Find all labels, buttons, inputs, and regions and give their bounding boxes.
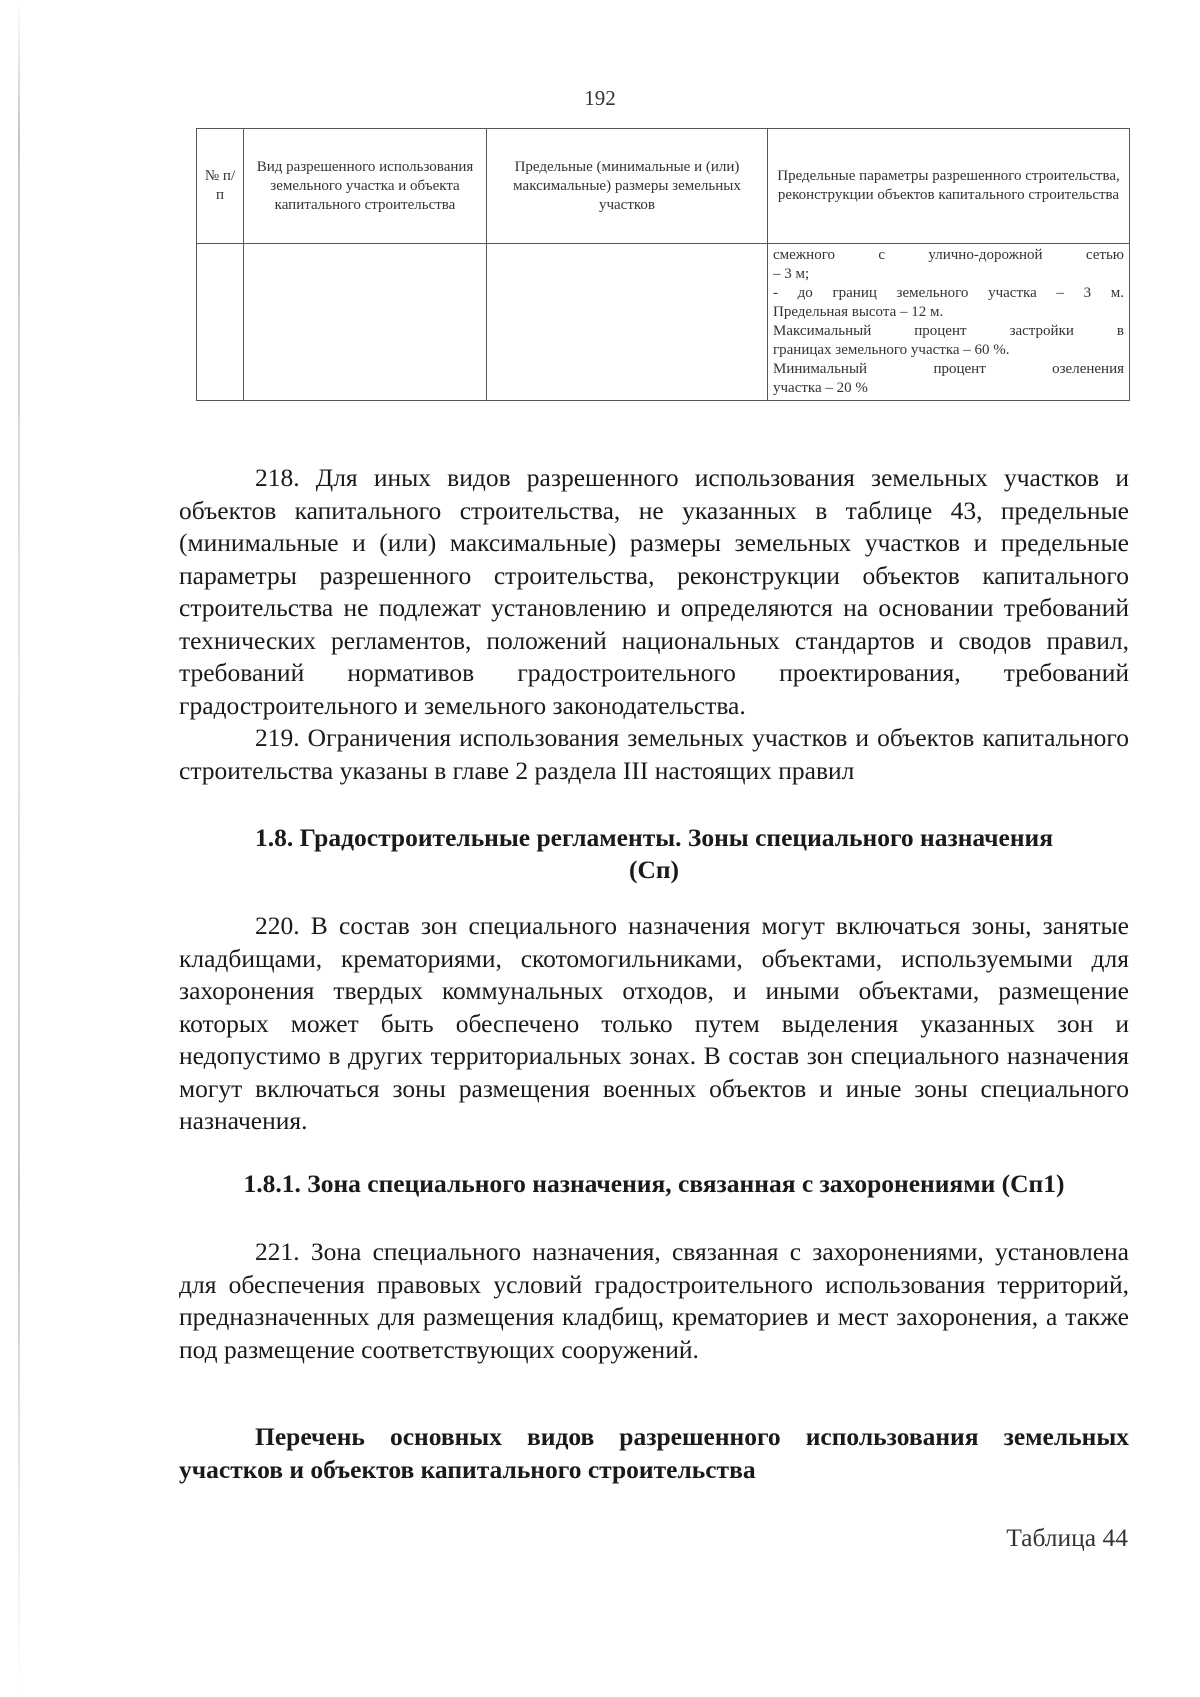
- header-number: № п/п: [197, 129, 244, 244]
- paragraph-221-block: [179, 1236, 1129, 1366]
- params-line: Минимальный процент озеленения: [773, 361, 1124, 377]
- header-usage-kind: Вид разрешенного использования земельного участка и объекта капитального строительства: [244, 129, 487, 244]
- paragraph-218: 218. Для иных видов разрешенного использования земельных участков и объектов капитального строительства, не указанных в таблице 43, предельные (минимальные и (или) максимальные) размеры земельных участков и предельные параметры разрешенного строительства, реконструкции объектов капитального строительства не подлежат установлению и определяются на основании требований технических регламентов, положений национальных стандартов и сводов правил, требований нормативов градостроительного проектирования, требований градостроительного и земельного законодательства.: [179, 463, 1129, 720]
- section-heading-line1: 1.8. Градостроительные регламенты. Зоны специального назначения: [254, 823, 1054, 852]
- params-line: Максимальный процент застройки в: [773, 323, 1124, 339]
- paragraphs-218-219: [179, 462, 1129, 787]
- paragraph-220: 220. В состав зон специального назначения могут включаться зоны, занятые кладбищами, крематориями, скотомогильниками, объектами, используемыми для захоронения твердых коммунальных отходов, и иными объектами, размещение которых может быть обеспечено только путем выделения указанных зон и недопустимо в других территориальных зонах. В состав зон специального назначения могут включаться зоны размещения военных объектов и иные зоны специального назначения.: [179, 911, 1129, 1135]
- cell-build-params: [768, 244, 1130, 401]
- params-line: смежного с улично-дорожной сетью: [773, 247, 1124, 263]
- page-number: 192: [584, 86, 616, 110]
- header-build-params: Предельные параметры разрешенного строительства, реконструкции объектов капитального строительства: [768, 129, 1130, 244]
- table-row: [197, 244, 1130, 401]
- cell-usage-kind: [244, 244, 487, 401]
- params-line: участка – 20 %: [773, 380, 868, 396]
- params-line: - до границ земельного участка – 3 м.: [773, 285, 1124, 301]
- paragraph-221: 221. Зона специального назначения, связанная с захоронениями, установлена для обеспечения правовых условий градостроительного использования территорий, предназначенных для размещения кладбищ, крематориев и мест захоронения, а также под размещение соответствующих сооружений.: [179, 1237, 1129, 1364]
- paragraph-219: 219. Ограничения использования земельных участков и объектов капитального строительства указаны в главе 2 раздела III настоящих правил: [179, 723, 1129, 785]
- section-heading: [179, 822, 1129, 886]
- header-plot-size: Предельные (минимальные и (или) максимальные) размеры земельных участков: [487, 129, 768, 244]
- list-title: Перечень основных видов разрешенного использования земельных участков и объектов капитального строительства: [179, 1422, 1129, 1484]
- params-line: – 3 м;: [773, 266, 810, 282]
- scan-edge-shadow: [18, 0, 20, 1697]
- params-line: Предельная высота – 12 м.: [773, 304, 944, 320]
- cell-plot-size: [487, 244, 768, 401]
- params-line: границах земельного участка – 60 %.: [773, 342, 1010, 358]
- parameters-table: [196, 128, 1130, 401]
- table-header-row: [197, 129, 1130, 244]
- cell-number: [197, 244, 244, 401]
- section-heading-line2: (Сп): [628, 855, 680, 884]
- subsection-heading: 1.8.1. Зона специального назначения, связанная с захоронениями (Сп1): [243, 1169, 1065, 1198]
- paragraph-220-block: [179, 910, 1129, 1138]
- table-caption: Таблица 44: [1006, 1523, 1128, 1552]
